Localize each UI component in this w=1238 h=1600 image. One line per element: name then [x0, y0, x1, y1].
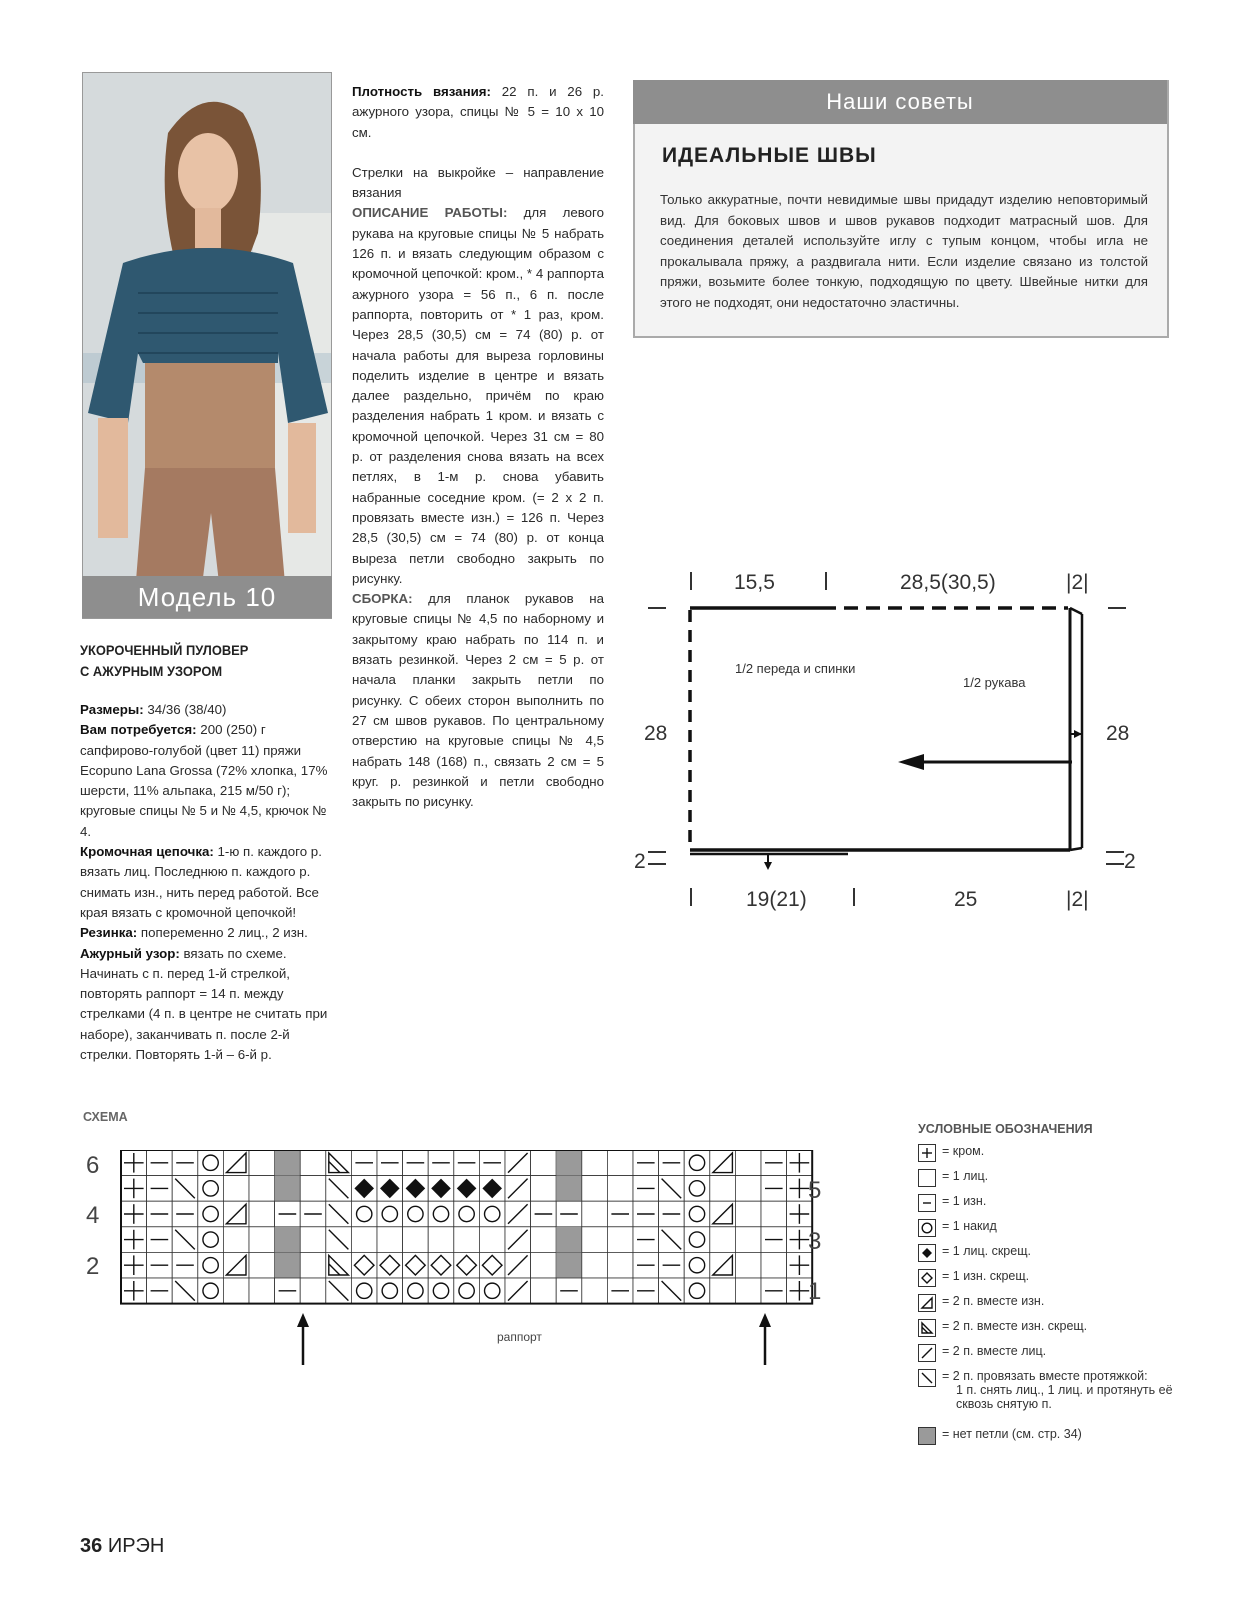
- chart-cell: [607, 1150, 633, 1176]
- chart-cell: [198, 1252, 224, 1278]
- chart-cell: [428, 1278, 454, 1304]
- chart-cell: [710, 1176, 736, 1202]
- chart-cell: [684, 1201, 710, 1227]
- chart-cell: [735, 1227, 761, 1253]
- chart-cell: [531, 1278, 557, 1304]
- legend-text: = 2 п. вместе изн. скрещ.: [942, 1319, 1088, 1333]
- legend-item: [918, 1269, 1238, 1294]
- chart-cell: [198, 1201, 224, 1227]
- backslash-icon: [918, 1369, 936, 1387]
- dim-bottom-3: |2|: [1066, 888, 1089, 911]
- legend-title: УСЛОВНЫЕ ОБОЗНАЧЕНИЯ: [918, 1122, 1093, 1136]
- tip-title: ИДЕАЛЬНЫЕ ШВЫ: [662, 144, 877, 167]
- chart-cell: [582, 1150, 608, 1176]
- slash-purl-tw-icon: [918, 1319, 936, 1337]
- slash-purl-icon: [918, 1294, 936, 1312]
- legend-text: = 1 изн.: [942, 1194, 987, 1208]
- chart-cell: [377, 1227, 403, 1253]
- chart-cell: [531, 1150, 557, 1176]
- chart-cell: [198, 1278, 224, 1304]
- chart-cell: [300, 1150, 326, 1176]
- chart-cell: [479, 1278, 505, 1304]
- label-body: 1/2 переда и спинки: [735, 661, 856, 676]
- legend-item: [918, 1294, 1238, 1319]
- legend-item: [918, 1319, 1238, 1344]
- chart-cell: [761, 1252, 787, 1278]
- dim-right-h: 28: [1106, 722, 1130, 745]
- model-caption: Модель 10: [82, 576, 332, 618]
- chart-cell: [735, 1252, 761, 1278]
- chart-cell: [198, 1150, 224, 1176]
- legend-text: = 1 изн. скрещ.: [942, 1269, 1030, 1283]
- chart-symbol: [556, 1150, 582, 1176]
- legend-text: = 2 п. провязать вместе протяжкой: 1 п. снять лиц., 1 лиц. и протянуть её сквозь снятую п.: [942, 1369, 1173, 1411]
- chart-cell: [531, 1252, 557, 1278]
- chart-cell: [607, 1227, 633, 1253]
- legend-item: [918, 1427, 1238, 1452]
- density-label: Плотность вязания:: [352, 84, 491, 99]
- chart-symbol: [275, 1150, 301, 1176]
- chart-cell: [684, 1252, 710, 1278]
- dim-bottom-1: 19(21): [746, 888, 807, 911]
- assembly-label: СБОРКА:: [352, 591, 413, 607]
- row-label-6: 6: [86, 1152, 100, 1179]
- chart-cell: [479, 1227, 505, 1253]
- chart-cell: [223, 1176, 249, 1202]
- page-number: 36: [80, 1535, 103, 1557]
- chart-cell: [607, 1252, 633, 1278]
- chart-cell: [249, 1252, 275, 1278]
- legend-text: = 1 накид: [942, 1219, 997, 1233]
- sizes-label: Размеры:: [80, 702, 144, 717]
- chart-cell: [684, 1150, 710, 1176]
- chart-cell: [531, 1176, 557, 1202]
- chart-cell: [710, 1227, 736, 1253]
- legend-item: [918, 1244, 1238, 1269]
- dim-left-h: 28: [644, 722, 668, 745]
- chart-cell: [684, 1227, 710, 1253]
- page-footer: [80, 1535, 164, 1558]
- chart-cell: [428, 1227, 454, 1253]
- chart-symbol: [556, 1176, 582, 1202]
- chart-cell: [223, 1227, 249, 1253]
- chart-symbol: [275, 1252, 301, 1278]
- chart-cell: [735, 1201, 761, 1227]
- chart-cell: [531, 1227, 557, 1253]
- legend-item: [918, 1144, 1238, 1169]
- chart-cell: [428, 1201, 454, 1227]
- row-label-5: 5: [808, 1177, 822, 1204]
- plus-icon: [918, 1144, 936, 1162]
- chart-cell: [582, 1278, 608, 1304]
- chart-cell: [377, 1201, 403, 1227]
- pattern-diagram: [630, 570, 1190, 930]
- chart-cell: [582, 1252, 608, 1278]
- model-photo: [82, 72, 332, 619]
- chart-cell: [223, 1278, 249, 1304]
- legend-text: = 2 п. вместе лиц.: [942, 1344, 1047, 1358]
- chart-cell: [582, 1176, 608, 1202]
- chart-cell: [403, 1278, 429, 1304]
- chart-symbol: [556, 1252, 582, 1278]
- chart-cell: [710, 1278, 736, 1304]
- legend-text: = 1 лиц. скрещ.: [942, 1244, 1031, 1258]
- chart-symbol: [556, 1227, 582, 1253]
- chart-symbol: [275, 1227, 301, 1253]
- dim-left-small: 2: [634, 850, 646, 873]
- rapport-label: раппорт: [497, 1330, 542, 1344]
- schema-title: СХЕМА: [83, 1110, 128, 1124]
- chart-cell: [684, 1176, 710, 1202]
- dash-icon: [918, 1194, 936, 1212]
- chart-cell: [300, 1227, 326, 1253]
- label-sleeve: 1/2 рукава: [963, 675, 1026, 690]
- chart-cell: [249, 1201, 275, 1227]
- legend-text: = нет петли (см. стр. 34): [942, 1427, 1082, 1441]
- tip-header: Наши советы: [633, 80, 1167, 124]
- chart-cell: [377, 1278, 403, 1304]
- legend-item: [918, 1169, 1238, 1194]
- chart-cell: [300, 1278, 326, 1304]
- chart-cell: [249, 1150, 275, 1176]
- lace-label: Ажурный узор:: [80, 945, 180, 961]
- chart-cell: [403, 1201, 429, 1227]
- article-col1: Размеры: 34/36 (38/40) Вам потребуется: 200 (250) г сапфирово-голубой (цвет 11) пряжи Ecopuno Lana Grossa (72% хлопка, 17% шерсти, 11% альпака, 215 м/50 г); круговые спицы № 5 и № 4,5, крючок № 4. Кромочная цепочка: 1-ю п. каждого р. вязать лиц. Последнюю п. каждого р. снимать изн., нить перед работой. Все края вязать с кромочной цепочкой! Резинка: попеременно 2 лиц., 2 изн. Ажурный узор: вязать по схеме. Начинать с п. перед 1-й стрелкой, повторять раппорт = 14 п. между стрелками (4 п. в центре не считать при наборе), заканчивать п. после 2-й стрелки. Повторять 1-й – 6-й р.: [80, 702, 328, 1063]
- dim-right-small: 2: [1124, 850, 1136, 873]
- chart-cell: [198, 1227, 224, 1253]
- chart-cell: [454, 1278, 480, 1304]
- chart-symbol: [275, 1176, 301, 1202]
- need-label: Вам потребуется:: [80, 722, 197, 738]
- magazine-name: ИРЭН: [107, 1535, 165, 1557]
- row-label-3: 3: [808, 1228, 822, 1255]
- knitting-chart: [80, 1150, 860, 1380]
- chart-cell: [454, 1201, 480, 1227]
- dim-top-2: 28,5(30,5): [900, 571, 996, 594]
- legend-item: [918, 1194, 1238, 1219]
- chart-cell: [454, 1227, 480, 1253]
- chart-cell: [684, 1278, 710, 1304]
- dim-top-3: |2|: [1066, 571, 1089, 594]
- legend: [918, 1144, 1238, 1452]
- chart-cell: [761, 1201, 787, 1227]
- arrows-note: Стрелки на выкройке – направление вязания: [352, 164, 604, 201]
- dim-top-1: 15,5: [734, 571, 775, 594]
- chart-cell: [249, 1227, 275, 1253]
- tip-text: Только аккуратные, почти невидимые швы придадут изделию неповторимый вид. Для боковых швов и швов рукавов подходит матрасный шов. Для соединения деталей используйте иглу с тупым концом, чтобы игла не прокалывала пряжу, а раздвигала нити. Если изделие связано из толстой пряжи, возьмите более тонкую, подходящую по цвету. Швейные нитки для этого не подходят, они недостаточно эластичны.: [660, 192, 1148, 310]
- legend-item: [918, 1369, 1238, 1427]
- chart-cell: [735, 1150, 761, 1176]
- dim-bottom-2: 25: [954, 888, 978, 911]
- chart-cell: [249, 1176, 275, 1202]
- diamond-open-icon: [918, 1269, 936, 1287]
- chart-cell: [300, 1176, 326, 1202]
- slash-knit-icon: [918, 1344, 936, 1362]
- row-label-2: 2: [86, 1253, 100, 1280]
- chart-cell: [479, 1201, 505, 1227]
- legend-item: [918, 1219, 1238, 1244]
- legend-text: = 2 п. вместе изн.: [942, 1294, 1045, 1308]
- row-label-4: 4: [86, 1202, 100, 1229]
- legend-item: [918, 1344, 1238, 1369]
- grey-icon: [918, 1427, 936, 1445]
- chart-cell: [582, 1227, 608, 1253]
- chart-cell: [249, 1278, 275, 1304]
- chart-cell: [300, 1252, 326, 1278]
- row-label-1: 1: [808, 1278, 822, 1305]
- chart-cell: [351, 1201, 377, 1227]
- edge-label: Кромочная цепочка:: [80, 844, 214, 860]
- article-col2: Плотность вязания: 22 п. и 26 р. ажурного узора, спицы № 5 = 10 х 10 см. Стрелки на выкройке – направление вязания ОПИСАНИЕ РАБОТЫ: для левого рукава на круговые спицы № 5 набрать 126 п. и вязать следующим образом с кромочной цепочкой: кром., * 4 раппорта ажурного узора = 56 п., 6 п. после раппорта, повторить от * 1 раз, кром. Через 28,5 (30,5) см = 74 (80) р. от начала работы для выреза горловины поделить изделие в центре и вязать далее раздельно, причём по краю разделения набрать 1 кром. и вязать с кромочной цепочкой. Через 31 см = 80 р. от разделения снова вязать на всех петлях, в 1-м р. снова убавить набранные соседние кром. (= 2 х 2 п. провязать вместе изн.) = 126 п. Через 28,5 (30,5) см = 74 (80) р. от конца выреза петли свободно закрыть по рисунку. СБОРКА: для планок рукавов на круговые спицы № 4,5 по наборному и закрытому краю набрать по 114 п. и вязать резинкой. Через 2 см = 5 р. от начала планки закрыть петли по рисунку. С обеих сторон выполнить по 27 см швов рукавов. По центральному отверстию на круговые спицы № 4,5 набрать 148 (168) п., связать 2 см = 5 круг. р. резинкой и петли свободно закрыть по рисунку.: [352, 84, 604, 810]
- rib-label: Резинка:: [80, 925, 138, 941]
- chart-cell: [403, 1227, 429, 1253]
- chart-cell: [351, 1227, 377, 1253]
- work-label: ОПИСАНИЕ РАБОТЫ:: [352, 205, 508, 221]
- article-title: УКОРОЧЕННЫЙ ПУЛОВЕР С АЖУРНЫМ УЗОРОМ: [80, 642, 249, 679]
- legend-text: = 1 лиц.: [942, 1169, 989, 1183]
- chart-cell: [351, 1278, 377, 1304]
- chart-cell: [198, 1176, 224, 1202]
- chart-cell: [582, 1201, 608, 1227]
- legend-text: = кром.: [942, 1144, 985, 1158]
- empty-icon: [918, 1169, 936, 1187]
- diamond-filled-icon: [918, 1244, 936, 1262]
- chart-cell: [607, 1176, 633, 1202]
- chart-cell: [735, 1176, 761, 1202]
- circle-icon: [918, 1219, 936, 1237]
- chart-cell: [735, 1278, 761, 1304]
